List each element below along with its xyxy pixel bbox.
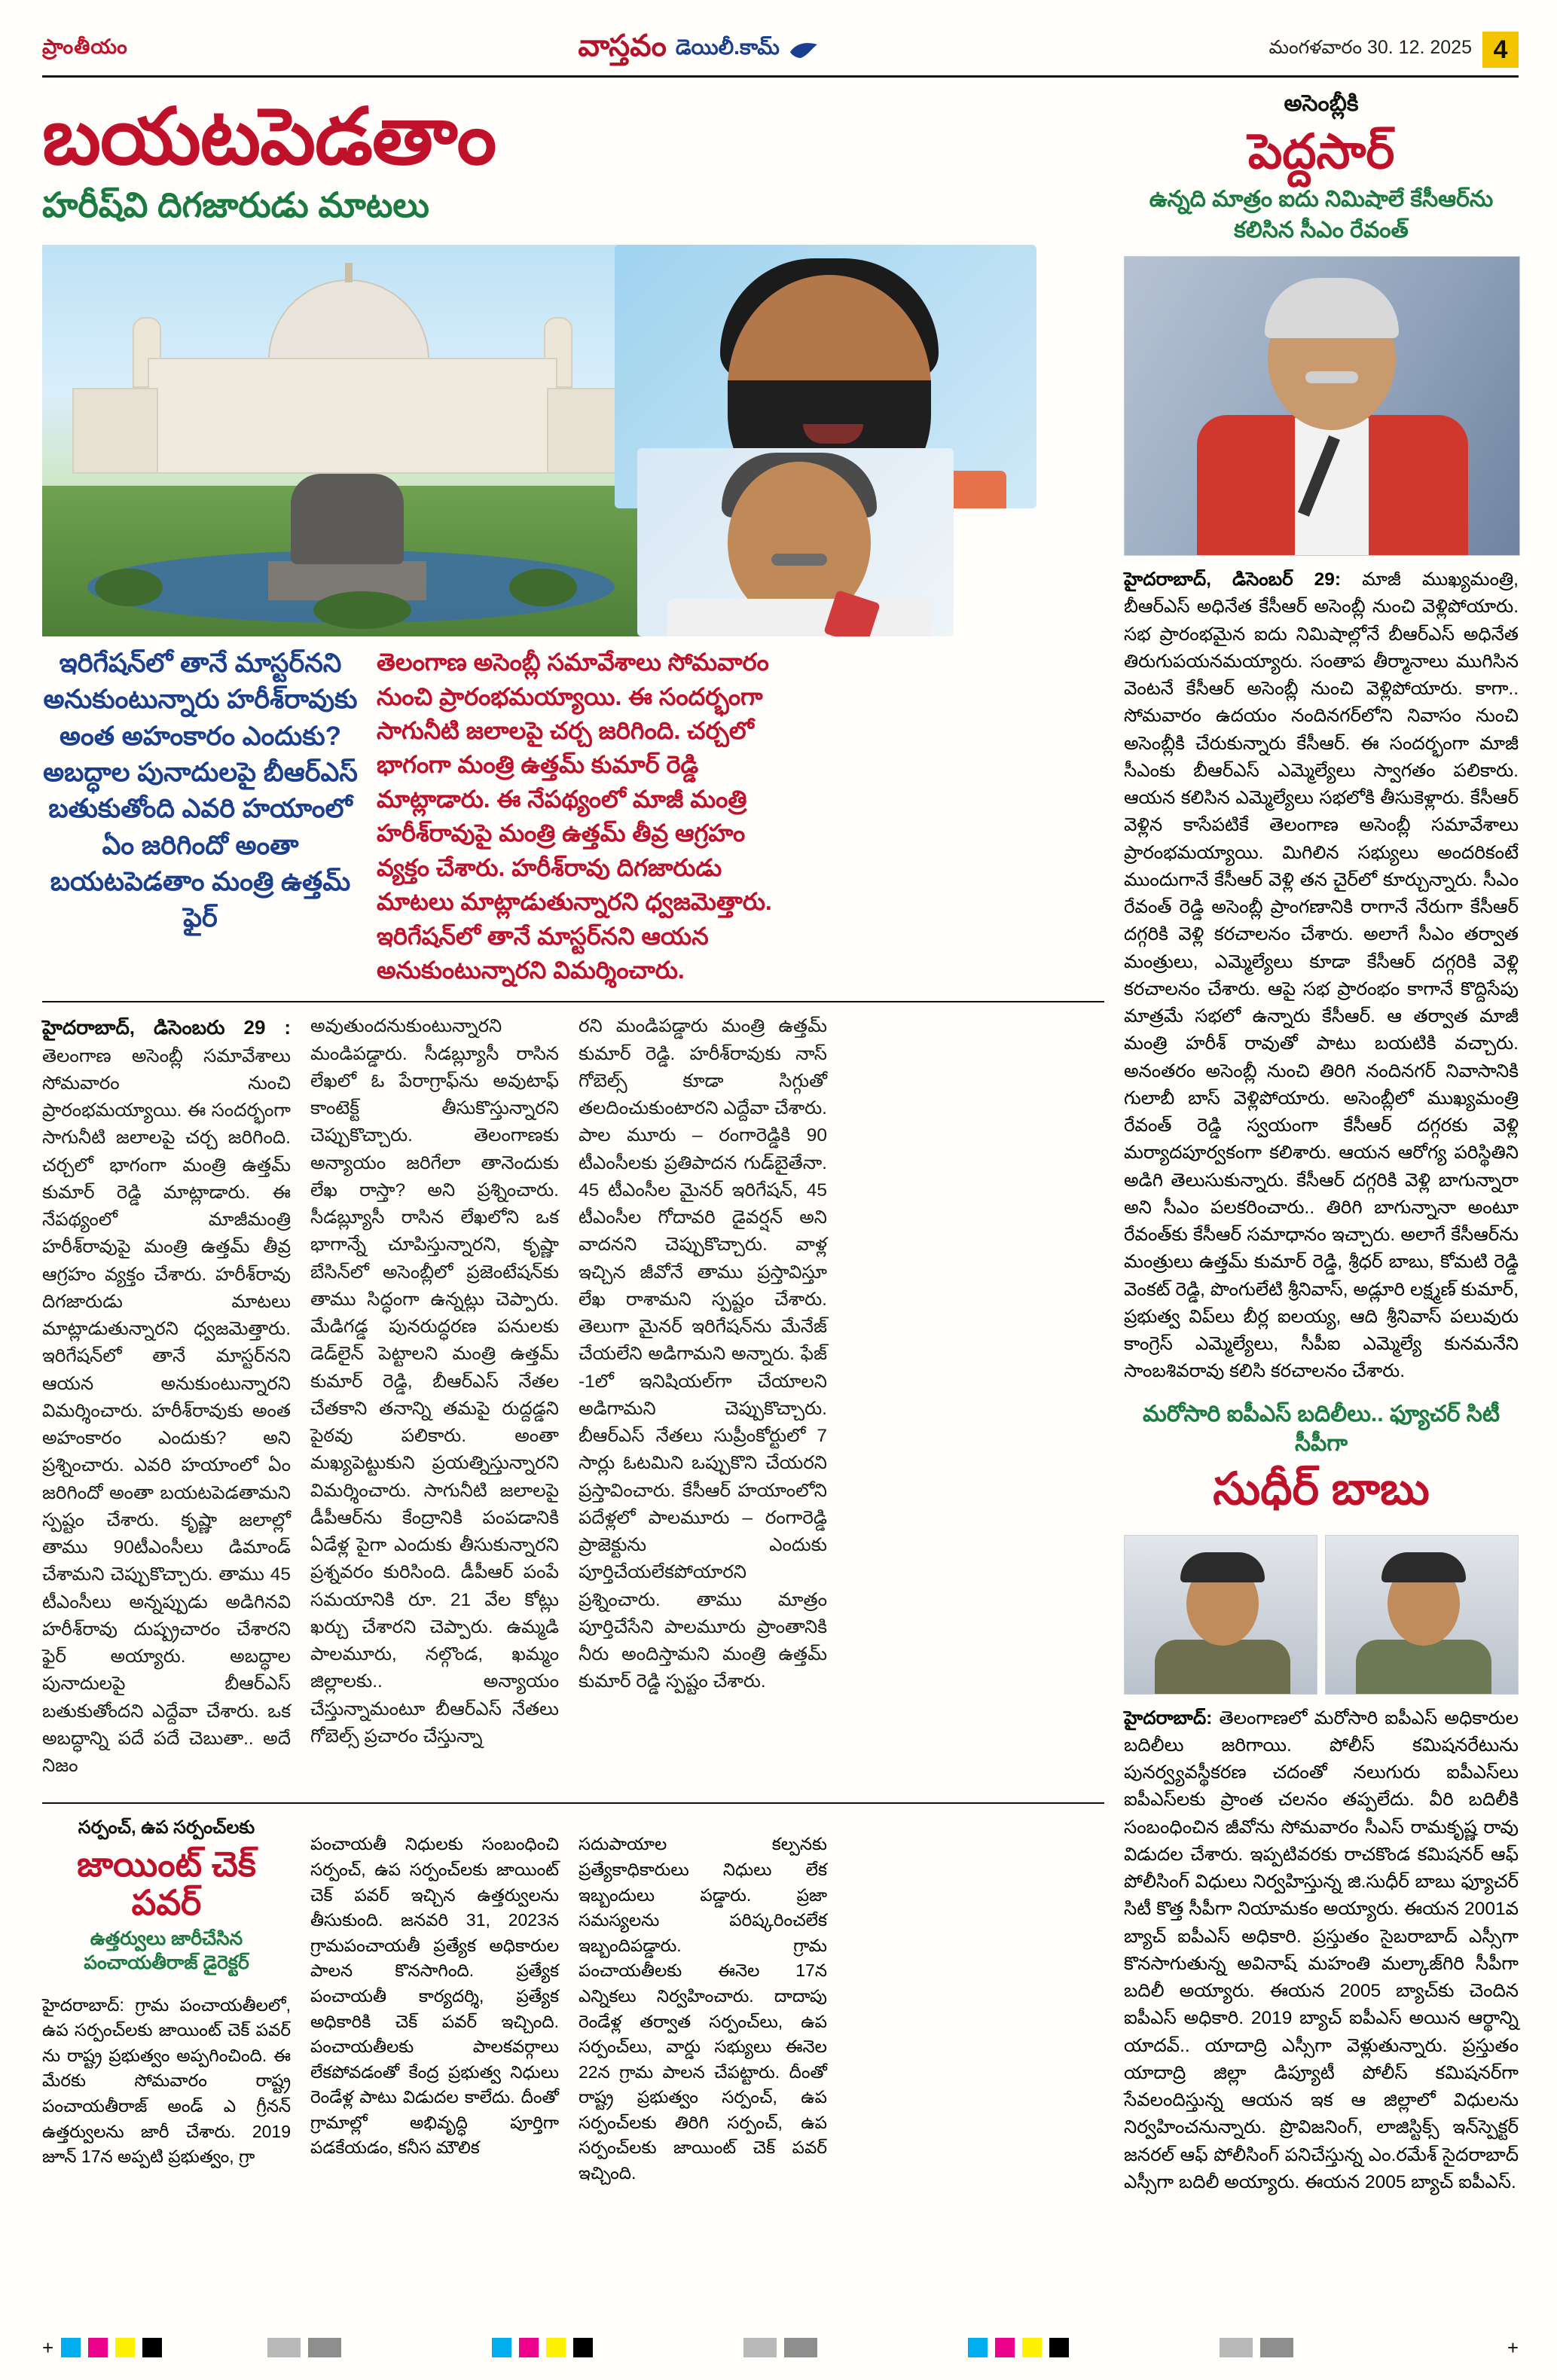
rail-body — [1124, 566, 1519, 1386]
color-swatch — [1049, 2338, 1069, 2357]
lead-story — [42, 91, 1104, 2204]
lead-column-3 — [579, 1013, 827, 1787]
color-swatch — [1022, 2338, 1042, 2357]
police-officer-2-photo — [1325, 1535, 1519, 1695]
color-swatch — [519, 2338, 539, 2357]
gray-patch — [308, 2338, 341, 2357]
bottom-column-1 — [42, 1814, 291, 2203]
color-swatch — [546, 2338, 566, 2357]
rail-second-dateline: హైదరాబాద్: — [1124, 1707, 1213, 1729]
rail-headline: పెద్దసార్ — [1247, 124, 1395, 178]
kcr-photo — [1124, 256, 1520, 556]
lead-subhead: హరీష్‌వి దిగజారుడు మాటలు — [42, 185, 429, 225]
bottom-paragraph: సదుపాయాల కల్పనకు ప్రత్యేకాధికారులు నిధులు లేక ఇబ్బందులు పడ్డారు. ప్రజా సమస్యలను పరిష్కరించలేక ఇబ్బందిపడ్డారు. గ్రామ పంచాయతీలకు ఈనెల 17న ఎన్నికలు నిర్వహించారు. దాదాపు రెండేళ్ల తర్వాత సర్పంచ్‌లు, ఉప సర్పంచ్‌లు, వార్డు సభ్యులు ఈనెల 22న గ్రామ పాలన చేపట్టారు. దీంతో రాష్ట్ర ప్రభుత్వం సర్పంచ్, ఉప సర్పంచ్‌లకు తిరిగి సర్పంచ్, ఉప సర్పంచ్‌లకు జాయింట్ చెక్ పవర్ ఇచ్చింది. — [579, 1834, 827, 2183]
color-swatch — [142, 2338, 162, 2357]
lead-body-columns — [42, 1001, 1104, 1787]
bottom-subhead: ఉత్తర్వులు జారీచేసిన పంచాయతీరాజ్ డైరెక్టర్ — [84, 1927, 249, 1974]
color-swatch — [573, 2338, 593, 2357]
color-swatch — [968, 2338, 988, 2357]
color-swatch — [61, 2338, 81, 2357]
rail-second-headline: సుధీర్ బాబు — [1213, 1463, 1430, 1514]
bottom-paragraph: పంచాయతీ నిధులకు సంబంధించి సర్పంచ్, ఉప సర్పంచ్‌లకు జాయింట్ చెక్ పవర్ ఇచ్చిన ఉత్తర్వులను తీసుకుంది. జనవరి 31, 2023న గ్రామపంచాయతీ ప్రత్యేక అధికారుల పాలన కొనసాగింది. ప్రత్యేక పంచాయతీ కార్యదర్శి, ప్రత్యేక అధికారికి చెక్ పవర్ ఇచ్చింది. పంచాయతీలకు పాలకవర్గాలు లేకపోవడంతో కేంద్ర ప్రభుత్వ నిధులు రెండేళ్ల పాటు విడుదల కాలేదు. దీంతో గ్రామాల్లో అభివృద్ధి పూర్తిగా పడకేయడం, కనీస మౌలిక — [310, 1834, 559, 2158]
assembly-building-photo — [42, 245, 660, 636]
rail-second-kicker: మరోసారి ఐపీఎస్ బదిలీలు.. ఫ్యూచర్ సిటీ సీపీగా — [1142, 1401, 1501, 1456]
masthead-right — [1269, 32, 1519, 68]
gray-patch — [743, 2338, 777, 2357]
lead-photo-composite — [42, 245, 1036, 636]
registration-mark-icon: + — [42, 2336, 54, 2359]
rail-second-body — [1124, 1705, 1519, 2197]
color-calibration-bar — [42, 2335, 1519, 2360]
bottom-paragraph: హైదరాబాద్: గ్రామ పంచాయతీలలో, ఉప సర్పంచ్‌లకు జాయింట్ చెక్ పవర్ ను రాష్ట్ర ప్రభుత్వం అప్పగించింది. ఈ మేరకు సోమవారం రాష్ట్ర పంచాయతీరాజ్ అండ్ ఎ గ్రీనన్ ఉత్తర్వులను జారీ చేశారు. 2019 జూన్ 17న అప్పటి ప్రభుత్వం, గ్రా — [42, 1994, 291, 2167]
gray-patch — [1260, 2338, 1293, 2357]
gray-patch — [784, 2338, 817, 2357]
lead-dateline: హైదరాబాద్, డిసెంబరు 29 : — [42, 1016, 291, 1039]
bottom-column-2 — [310, 1814, 559, 2203]
rail-subhead: ఉన్నది మాత్రం ఐదు నిమిషాలే కేసీఆర్‌ను కలిసిన సీఎం రేవంత్ — [1149, 187, 1494, 243]
harish-rao-portrait — [637, 448, 954, 636]
police-officers-photos — [1124, 1535, 1519, 1695]
color-swatch — [995, 2338, 1015, 2357]
bottom-headline: జాయింట్ చెక్ పవర్ — [77, 1844, 256, 1923]
lead-column-1 — [42, 1013, 291, 1787]
color-swatch — [115, 2338, 135, 2357]
bird-icon — [789, 40, 819, 60]
rail-kicker: అసెంబ్లీకి — [1284, 91, 1359, 116]
lead-column-2 — [310, 1013, 559, 1787]
gray-patch — [267, 2338, 301, 2357]
color-swatch — [88, 2338, 108, 2357]
rail-second-paragraph: తెలంగాణలో మరోసారి ఐపీఎస్ అధికారుల బదిలీలు జరిగాయి. పోలీస్ కమిషనరేటును పునర్వ్యవస్థీకరణ చదంతో నలుగురు ఐపీఎస్‌లు ఐపీఎస్‌లకు ప్రాంత చలనం తప్పలేదు. వీరి బదిలీకి సంబంధించిన జీవోను సోమవారం సీఎస్ రామకృష్ణ రావు విడుదల చేశారు. ఇప్పటివరకు రాచకొండ కమిషనర్ ఆఫ్ పోలీసింగ్ విధులు నిర్వహిస్తున్న జి.సుధీర్ బాబు ఫ్యూచర్ సిటీ కొత్త సీపీగా నియామకం అయ్యారు. ఈయన 2001వ బ్యాచ్ ఐపీఎస్ అధికారి. ప్రస్తుతం సైబరాబాద్ ఎస్సీగా కొనసాగుతున్న అవినాష్ మహంతి మల్కాజ్‌గిరి సీపీగా బదిలీ అయ్యారు. ఈయన 2005 బ్యాచ్‌కు చెందిన ఐపీఎస్ అధికారి. 2019 బ్యాచ్ ఐపీఎస్ అయిన ఆర్థాన్ని యాదవ్.. యాదాద్రి ఎస్సీగా వెళ్లుతున్నారు. ప్రస్తుతం యాదాద్రి జిల్లా డిప్యూటీ పోలీస్ కమిషనర్‌గా సేవలందిస్తున్న ఆయన ఇక ఆ జిల్లాలో విధులను నిర్వహించనున్నారు. ప్రొవిజనింగ్, లాజిస్టిక్స్ ఇన్‌స్పెక్టర్ జనరల్ ఆఫ్ పోలీసింగ్‌ పనిచేస్తున్న ఎం.రమేశ్ సైదరాబాద్ ఎస్సీగా బదిలీ అయ్యారు. ఈయన 2005 బ్యాచ్ ఐపీఎస్. — [1124, 1707, 1519, 2192]
bottom-kicker: సర్పంచ్, ఉప సర్పంచ్‌లకు — [78, 1817, 255, 1838]
lead-paragraph: రని మండిపడ్డారు మంత్రి ఉత్తమ్ కుమార్ రెడ్డి. హరీశ్‌రావుకు నాస్ గోబెల్స్ కూడా సిగ్గుతో తలదించుకుంటారని ఎద్దేవా చేశారు. పాల మూరు – రంగారెడ్డికి 90 టీఎంసీలకు ప్రతిపాదన గుడ్‌బైతేనా. 45 టీఎంసీల మైనర్ ఇరిగేషన్, 45 టీఎంసీల గోదావరి డైవర్షన్ అని వాదనని చెప్పుకొచ్చారు. వాళ్ల ఇచ్చిన జీవోనే తాము ప్రస్తావిస్తూ లేఖ రాశామని స్పష్టం చేశారు. తెలుగా మైనర్ ఇరిగేషన్‌ను మేనేజ్ చేయలేని అడిగామని అన్నారు. ఫేజ్ -1లో ఇనిషియల్‌గా చేయాలని అడిగామని చెప్పుకొచ్చారు. బీఆర్ఎస్ నేతలు సుప్రీంకోర్టులో 7 సార్లు ఓటమిని ఒప్పుకొని చేయరని ప్రస్తావించారు. కేసీఆర్ హయాంలోని పదేళ్లలో పాలమూరు – రంగారెడ్డి ప్రాజెక్టును ఎందుకు పూర్తిచేయలేకపోయారని ప్రశ్నించారు. తాము మాత్రం పూర్తిచేసేని పాలమూరు ప్రాంతానికి నీరు అందిస్తామని మంత్రి ఉత్తమ్ కుమార్ రెడ్డి స్పష్టం చేశారు. — [579, 1016, 827, 1692]
color-swatch — [492, 2338, 511, 2357]
rail-dateline: హైదరాబాద్, డిసెంబర్ 29: — [1124, 569, 1342, 590]
police-officer-1-photo — [1124, 1535, 1317, 1695]
highlight-spacer — [817, 645, 1043, 987]
bottom-column-3 — [579, 1814, 827, 2203]
lead-paragraph: అవుతుందనుకుంటున్నారని మండిపడ్డారు. సీడబ్ల్యూసీ రాసిన లేఖలో ఓ పేరాగ్రాఫ్‌ను అవుటాఫ్ కాంటెక్ట్‌ తీసుకొస్తున్నారని చెప్పుకొచ్చారు. తెలంగాణకు అన్యాయం జరిగేలా తానెందుకు లేఖ రాస్తా? అని ప్రశ్నించారు. సీడబ్ల్యూసీ రాసిన లేఖలోని ఒక భాగాన్నే చూపిస్తున్నారని, కృష్ణా బేసిన్‌లో అసెంబ్లీలో ప్రజెంటేషన్‌కు తాము సిద్ధంగా ఉన్నట్లు చెప్పారు. మేడిగడ్డ పునరుద్ధరణ పనులకు డెడ్‌లైన్ పెట్టాలని మంత్రి ఉత్తమ్ కుమార్ రెడ్డి, బీఆర్ఎస్ నేతల చేతకాని తనాన్ని తమపై రుద్దడ్డని పైఠవు పలికారు. అంతా మఖ్యపెట్టుకుని ప్రయత్నిస్తున్నారని విమర్శించారు. సాగునీటి జలాలపై డీపీఆర్‌ను కేంద్రానికి పంపడానికి ఏడేళ్ల పైగా ఎందుకు తీసుకున్నారని ప్రశ్నవరం కురిసింది. డీపీఆర్ పంపే సమయానికి రూ. 21 వేల కోట్లు ఖర్చు చేశారని చెప్పారు. ఉమ్మడి పాలమూరు, నల్గొండ, ఖమ్మం జిల్లాలకు.. అన్యాయం చేస్తున్నామంటూ బీఆర్ఎస్ నేతలు గోబెల్స్ ప్రచారం చేస్తున్నా — [310, 1016, 559, 1747]
page-number: 4 — [1482, 32, 1519, 68]
gray-patch — [1220, 2338, 1253, 2357]
publication-date: మంగళవారం 30. 12. 2025 — [1268, 36, 1472, 58]
brand-name-sub: డెయిలీ.కామ్ — [675, 35, 780, 59]
masthead — [42, 30, 1519, 78]
page-title: బయటపెడతాం — [42, 93, 496, 181]
lead-paragraph: తెలంగాణ అసెంబ్లీ సమావేశాలు సోమవారం నుంచి ప్రారంభమయ్యాయి. ఈ సందర్భంగా సాగునీటి జలాలపై చర్చ జరిగింది. చర్చలో భాగంగా మంత్రి ఉత్తమ్ కుమార్ రెడ్డి మాట్లాడారు. ఈ నేపథ్యంలో మాజీమంత్రి హరీశ్‌రావుపై మంత్రి ఉత్తమ్ తీవ్ర ఆగ్రహం వ్యక్తం చేశారు. హరీశ్‌రావు దిగజారుడు మాటలు మాట్లాడుతున్నారని ధ్వజమెత్తారు. ఇరిగేషన్‌లో తానే మాస్టర్‌నని ఆయన అనుకుంటున్నారని విమర్శించారు. హరీశ్‌రావుకు అంత అహంకారం ఎందుకు? అని ప్రశ్నించారు. ఎవరి హయాంలో ఏం జరిగిందో అంతా బయటపెడతామని స్పష్టం చేశారు. కృష్ణా జలాల్లో తాము 90టీఎంసీలు డిమాండ్ చేశామని చెప్పుకొచ్చారు. తాము 45 టీఎంసీలు అన్నప్పుడు అడిగినవి హరీశ్‌రావు దుష్ప్రచారం చేశారని ఫైర్ అయ్యారు. అబద్ధాల పునాదులపై బీఆర్‌ఎస్ బతుకుతోందని ఎద్దేవా చేశారు. ఒక అబద్ధాన్ని పదే పదే చెబుతా.. అదే నిజం — [42, 1045, 291, 1777]
bottom-story — [42, 1802, 1104, 2203]
registration-mark-icon: + — [1507, 2336, 1519, 2359]
right-rail — [1124, 91, 1519, 2204]
brand-logo — [578, 29, 818, 71]
edition-label: ప్రాంతీయం — [42, 35, 128, 58]
highlight-quote-right: తెలంగాణ అసెంబ్లీ సమావేశాలు సోమవారం నుంచి ప్రారంభమయ్యాయి. ఈ సందర్భంగా సాగునీటి జలాలపై చర్చ జరిగింది. చర్చలో భాగంగా మంత్రి ఉత్తమ్ కుమార్ రెడ్డి మాట్లాడారు. ఈ నేపథ్యంలో మాజీ మంత్రి హరీశ్‌రావుపై మంత్రి ఉత్తమ్ తీవ్ర ఆగ్రహం వ్యక్తం చేశారు. హరీశ్‌రావు దిగజారుడు మాటలు మాట్లాడుతున్నారని ధ్వజమెత్తారు. ఇరిగేషన్‌లో తానే మాస్టర్‌నని ఆయన అనుకుంటున్నారని విమర్శించారు. — [377, 648, 772, 984]
rail-paragraph: మాజీ ముఖ్యమంత్రి, బీఆర్ఎస్ అధినేత కేసీఆర్ అసెంబ్లీ నుంచి వెళ్లిపోయారు. సభ ప్రారంభమైన ఐదు నిమిషాల్లోనే బీఆర్ఎస్ అధినేత తిరుగుపయనమయ్యారు. సంతాప తీర్మానాలు ముగిసిన వెంటనే కేసీఆర్ అసెంబ్లీ నుంచి వెళ్లిపోయారు. కాగా.. సోమవారం ఉదయం నందినగర్‌లోని నివాసం నుంచి అసెంబ్లీకి చేరుకున్నారు కేసీఆర్. ఈ సందర్భంగా మాజీ సీఎంకు బీఆర్ఎస్ ఎమ్మెల్యేలు స్వాగతం పలికారు. ఆయన కలిసిన ఎమ్మెల్యేలు సభలోకి తీసుకెళ్లారు. కేసీఆర్ వెళ్లిన కాసేపటికే తెలంగాణ అసెంబ్లీ సమావేశాలు ప్రారంభమయ్యాయి. మిగిలిన సభ్యులు అందరికంటే ముందుగానే కేసీఆర్ వెళ్లి తన చైర్‌లో కూర్చున్నారు. సీఎం రేవంత్ రెడ్డి అసెంబ్లీ ప్రాంగణానికి రాగానే నేరుగా కేసీఆర్ దగ్గరికి వెళ్లి కరచాలనం చేశారు. అలాగే సీఎం తర్వాత మంత్రులు, ఎమ్మెల్యేలు కూడా కేసీఆర్ దగ్గరికి వెళ్లి కరచాలనం చేశారు. ఆపై సభ ప్రారంభం కాగానే కొద్దిసేపు మాత్రమే సభలో ఉన్నారు కేసీఆర్. ఆ తర్వాత మాజీ మంత్రి హరీశ్ రావుతో పాటు బయటికి వచ్చారు. అనంతరం అసెంబ్లీ నుంచి తిరిగి నందినగర్ నివాసానికి గులాబీ బాస్ వెళ్లిపోయారు. అసెంబ్లీలో ముఖ్యమంత్రి రేవంత్ రెడ్డి స్వయంగా కేసీఆర్ దగ్గరకు వెళ్లి మర్యాదపూర్వకంగా కలిశారు. ఆయన ఆరోగ్య పరిస్థితిని అడిగి తెలుసుకున్నారు. కేసీఆర్ దగ్గరికి వెళ్లి బాగున్నారా అని సీఎం పలకరించారు.. తిరిగి బాగున్నానా అంటూ రేవంత్‌కు కేసీఆర్ సమాధానం ఇచ్చారు. అలాగే కేసీఆర్‌ను మంత్రులు ఉత్తమ్ కుమార్ రెడ్డి, శ్రీధర్ బాబు, కోమటి రెడ్డి వెంకట్ రెడ్డి, పొంగులేటి శ్రీనివాస్, అడ్లూరి లక్ష్మణ్ కుమార్, ప్రభుత్వ విప్‌లు బీర్ల ఐలయ్య, ఆది శ్రీనివాస్ పలువురు కాంగ్రెస్ ఎమ్మెల్యేలు, సీపీఐ ఎమ్మెల్యే కునమనేని సాంబశివరావు కలిసి కరచాలనం చేశారు. — [1124, 569, 1519, 1382]
brand-name-main: వాస్తవం — [578, 29, 667, 63]
highlight-quote-left: ఇరిగేషన్‌లో తానే మాస్టర్‌నని అనుకుంటున్నారు హరీశ్‌రావుకు అంత అహంకారం ఎందుకు? అబద్ధాల పునాదులపై బీఆర్‌ఎస్ బతుకుతోంది ఎవరి హయాంలో ఏం జరిగిందో అంతా బయటపెడతాం మంత్రి ఉత్తమ్ ఫైర్ — [43, 648, 358, 933]
